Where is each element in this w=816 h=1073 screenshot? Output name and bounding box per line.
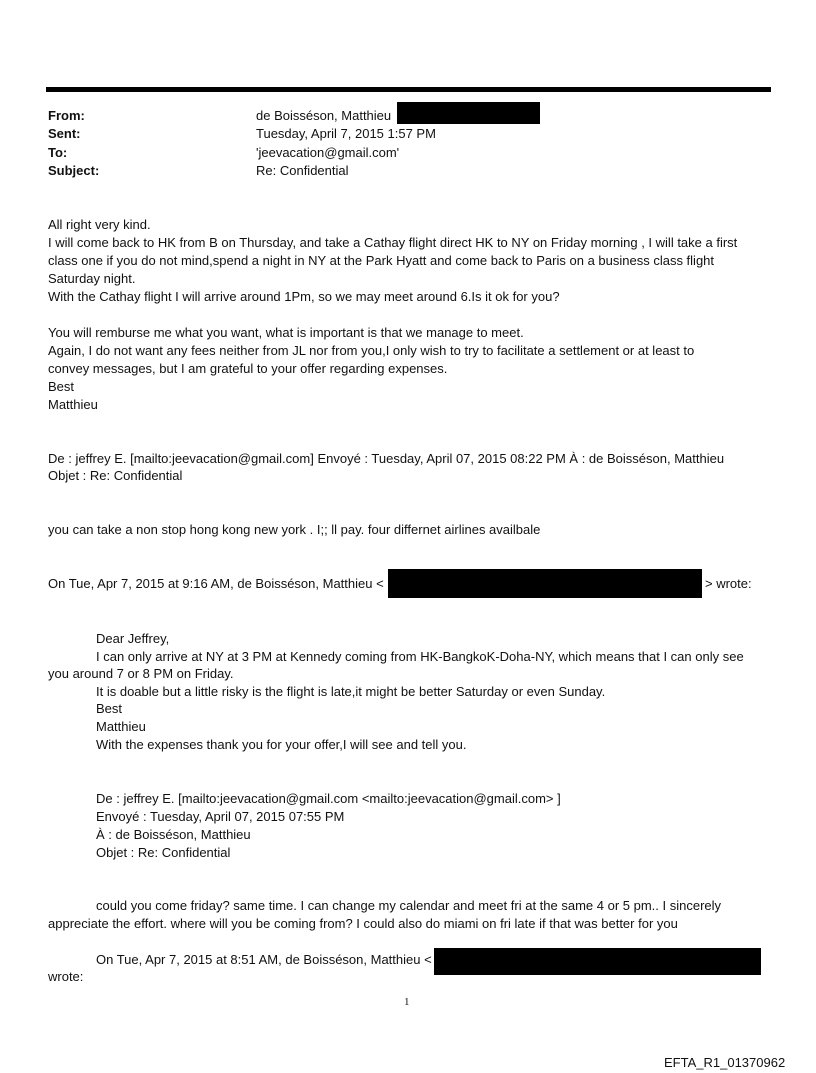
quote-header-line: Envoyé : Tuesday, April 07, 2015 07:55 PM bbox=[96, 809, 345, 824]
redaction-box bbox=[397, 102, 540, 124]
body-line: Again, I do not want any fees neither from JL nor from you,I only wish to try to facilitate a settlement or at least to bbox=[48, 343, 695, 358]
quote-line: It is doable but a little risky is the flight is late,it might be better Saturday or even Sunday. bbox=[96, 684, 606, 699]
body-line: convey messages, but I am grateful to your offer regarding expenses. bbox=[48, 361, 448, 376]
on-tue-wrote: wrote: bbox=[48, 969, 84, 984]
to-value: 'jeevacation@gmail.com' bbox=[256, 145, 400, 160]
on-tue-suffix: > wrote: bbox=[705, 576, 752, 591]
subject-value: Re: Confidential bbox=[256, 163, 349, 178]
quote-header-line: De : jeffrey E. [mailto:jeevacation@gmail.com <mailto:jeevacation@gmail.com> ] bbox=[96, 791, 561, 806]
header-rule bbox=[46, 87, 771, 92]
from-label: From: bbox=[48, 108, 85, 123]
quote-line: I can only arrive at NY at 3 PM at Kennedy coming from HK-BangkoK-Doha-NY, which means that I can only see bbox=[96, 649, 744, 664]
reply-line: appreciate the effort. where will you be coming from? I could also do miami on fri late if that was better for you bbox=[48, 916, 678, 931]
reply-line: could you come friday? same time. I can change my calendar and meet fri at the same 4 or 5 pm.. I sincerely bbox=[96, 898, 722, 913]
body-signature: Matthieu bbox=[48, 397, 98, 412]
quote-header-line: À : de Boisséson, Matthieu bbox=[96, 827, 251, 842]
redaction-box bbox=[388, 569, 702, 598]
on-tue-prefix: On Tue, Apr 7, 2015 at 9:16 AM, de Boisséson, Matthieu < bbox=[48, 576, 384, 591]
quote-greeting: Dear Jeffrey, bbox=[96, 631, 170, 646]
sent-label: Sent: bbox=[48, 126, 81, 141]
page-number: 1 bbox=[404, 996, 410, 1008]
body-signoff: Best bbox=[48, 379, 75, 394]
reply-line: you can take a non stop hong kong new york . I;; ll pay. four differnet airlines availbale bbox=[48, 522, 541, 537]
quote-header-line: Objet : Re: Confidential bbox=[48, 468, 183, 483]
quote-header-line: De : jeffrey E. [mailto:jeevacation@gmail.com] Envoyé : Tuesday, April 07, 2015 08:22 PM À : de Boisséson, Matthieu bbox=[48, 451, 725, 466]
sent-value: Tuesday, April 7, 2015 1:57 PM bbox=[256, 126, 436, 141]
from-value: de Boisséson, Matthieu bbox=[256, 108, 392, 123]
body-line: Saturday night. bbox=[48, 271, 136, 286]
redaction-box bbox=[434, 948, 761, 975]
body-line: I will come back to HK from B on Thursday, and take a Cathay flight direct HK to NY on Friday morning , I will take a first bbox=[48, 235, 738, 250]
quote-line: Matthieu bbox=[96, 719, 146, 734]
to-label: To: bbox=[48, 145, 68, 160]
body-line: With the Cathay flight I will arrive around 1Pm, so we may meet around 6.Is it ok for you? bbox=[48, 289, 560, 304]
subject-label: Subject: bbox=[48, 163, 100, 178]
body-line: All right very kind. bbox=[48, 217, 151, 232]
quote-line: Best bbox=[96, 701, 123, 716]
quote-header-line: Objet : Re: Confidential bbox=[96, 845, 231, 860]
quote-line: With the expenses thank you for your offer,I will see and tell you. bbox=[96, 737, 467, 752]
quote-line: you around 7 or 8 PM on Friday. bbox=[48, 666, 234, 681]
on-tue-prefix: On Tue, Apr 7, 2015 at 8:51 AM, de Boisséson, Matthieu < bbox=[96, 952, 432, 967]
document-id: EFTA_R1_01370962 bbox=[664, 1055, 786, 1070]
body-line: class one if you do not mind,spend a night in NY at the Park Hyatt and come back to Paris on a business class flight bbox=[48, 253, 715, 268]
body-line: You will remburse me what you want, what is important is that we manage to meet. bbox=[48, 325, 524, 340]
